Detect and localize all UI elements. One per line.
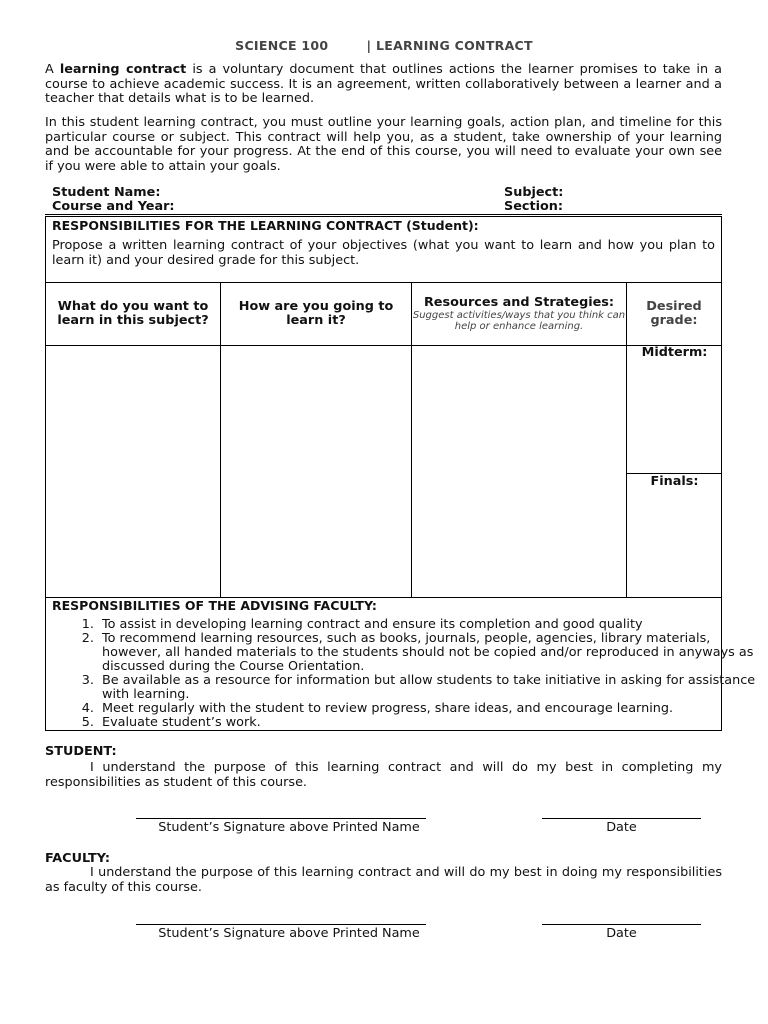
column-desired-grade: Desired grade: xyxy=(646,299,702,328)
info-divider xyxy=(45,214,722,215)
student-responsibilities-text: Propose a written learning contract of your objectives (what you want to learn and how you plan to learn it) and your desired grade for this subject. xyxy=(52,238,715,268)
faculty-responsibilities-list xyxy=(46,618,768,730)
student-responsibilities-heading: RESPONSIBILITIES FOR THE LEARNING CONTRACT (Student): xyxy=(52,218,479,233)
resources-title: Resources and Strategies: xyxy=(423,295,615,310)
faculty-item-3: 3. Be available as a resource for information but allow students to take initiative in asking for assistance with learning. xyxy=(98,674,768,702)
column-how-to-learn: How are you going to learn it? xyxy=(238,299,394,328)
student-responsibilities-box xyxy=(45,216,722,283)
learning-methods-cell[interactable] xyxy=(221,346,411,597)
faculty-signature-line[interactable] xyxy=(136,924,426,925)
student-signature-line[interactable] xyxy=(136,818,426,819)
faculty-item-1: 1. To assist in developing learning contract and ensure its completion and good quality xyxy=(98,618,768,632)
column-what-to-learn: What do you want to learn in this subject? xyxy=(57,299,209,328)
subject-label: Subject: xyxy=(504,185,564,200)
student-section-label: STUDENT: xyxy=(45,744,117,759)
title-separator: | xyxy=(366,38,372,53)
faculty-section-label: FACULTY: xyxy=(45,851,110,866)
faculty-date-line[interactable] xyxy=(542,924,701,925)
column-divider-3 xyxy=(626,282,627,598)
faculty-date-label: Date xyxy=(606,926,637,941)
faculty-signature-label: Student’s Signature above Printed Name xyxy=(158,926,420,941)
student-date-line[interactable] xyxy=(542,818,701,819)
finals-label: Finals: xyxy=(650,474,699,489)
faculty-item-2: 2. To recommend learning resources, such as books, journals, people, agencies, library materials, however, all handed materials to the students should not be copied and/or reproduced in anyways as discussed during the Course Orientation. xyxy=(98,632,768,674)
intro-paragraph-2: In this student learning contract, you must outline your learning goals, action plan, and timeline for this particular course or subject. This contract will help you, as a student, take ownership of your learning and be accountable for your progress. At the end of this course, you will need to evaluate your own see if you were able to attain your goals. xyxy=(45,115,722,174)
course-year-label: Course and Year: xyxy=(52,199,175,214)
faculty-statement: I understand the purpose of this learning contract and will do my best in doing my responsibilities as faculty of this course. xyxy=(45,865,722,895)
section-label: Section: xyxy=(504,199,564,214)
student-signature-label: Student’s Signature above Printed Name xyxy=(158,820,420,835)
faculty-item-5: 5. Evaluate student’s work. xyxy=(98,716,768,730)
resources-note: Suggest activities/ways that you think can help or enhance learning. xyxy=(412,310,626,332)
faculty-item-4: 4. Meet regularly with the student to review progress, share ideas, and encourage learning. xyxy=(98,702,768,716)
learning-goals-cell[interactable] xyxy=(46,346,220,597)
learning-contract-term: learning contract xyxy=(59,62,187,77)
intro-paragraph-1: A learning contract is a voluntary document that outlines actions the learner promises to take in a course to achieve academic success. It is an agreement, written collaboratively between a learner and a teacher that details what is to be learned. xyxy=(45,62,722,106)
student-name-label: Student Name: xyxy=(52,185,161,200)
course-code: SCIENCE 100 xyxy=(235,38,329,53)
faculty-responsibilities-box xyxy=(45,597,756,731)
midterm-label: Midterm: xyxy=(641,345,708,360)
student-statement: I understand the purpose of this learning contract and will do my best in completing my responsibilities as student of this course. xyxy=(45,760,722,790)
column-resources-strategies xyxy=(412,283,626,345)
resources-cell[interactable] xyxy=(412,346,626,597)
document-title xyxy=(0,38,768,53)
contract-title: LEARNING CONTRACT xyxy=(375,38,533,53)
faculty-responsibilities-heading: RESPONSIBILITIES OF THE ADVISING FACULTY: xyxy=(52,598,377,613)
student-date-label: Date xyxy=(606,820,637,835)
